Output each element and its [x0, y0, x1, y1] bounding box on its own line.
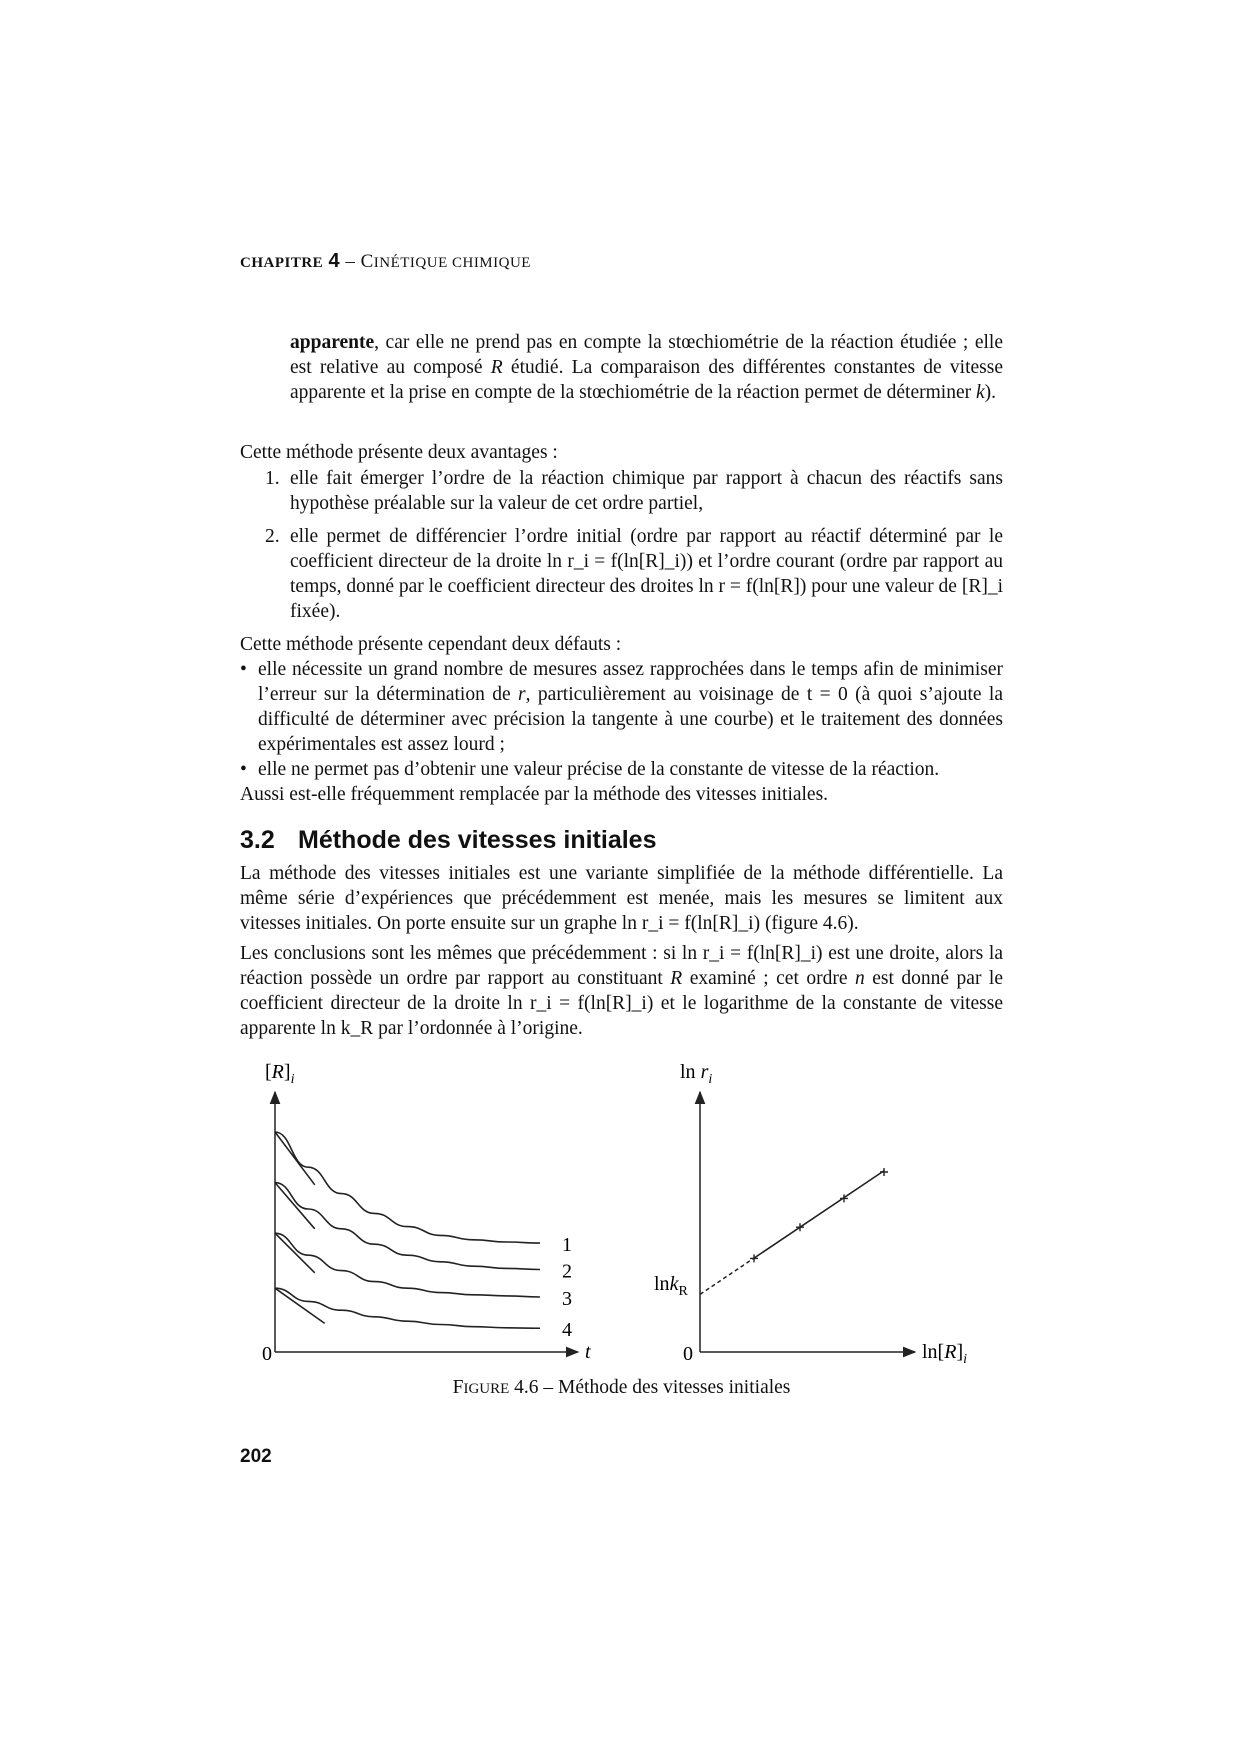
section-number: 3.2 — [240, 826, 275, 854]
list-marker: 2. — [265, 526, 280, 547]
intro-paragraph — [290, 330, 1003, 405]
caption-number: 4.6 — [514, 1377, 539, 1398]
adv2-text-d: fixée). — [290, 601, 341, 622]
p1-text-a: La méthode des vitesses initiales est une variante simplifiée de la méthode différentielle. La même série d’expériences que précédemment est menée, mais les mesures se limitent aux vitesses initiales. On porte ensuite sur un graphe — [240, 863, 1003, 934]
section-paragraph-2 — [240, 941, 1003, 1041]
chapter-word: CHAPITRE — [240, 255, 324, 271]
right-intercept-label: lnk$_R$ — [654, 1273, 688, 1299]
adv2-text-a: elle permet de différencier l’ordre initial (ordre par rapport au réactif déterminé par le coefficient directeur de la droite — [290, 526, 1003, 572]
p2-text-a: Les conclusions sont les mêmes que précédemment : si — [240, 943, 682, 964]
p2-text-f: par l’ordonnée à l’origine. — [373, 1018, 583, 1039]
formula-R-i: [R]_i — [961, 576, 1003, 597]
data-point — [880, 1168, 888, 1176]
figure-4-6 — [0, 1040, 1240, 1370]
advantage-item-1 — [265, 466, 1003, 516]
p2-text-b: est une droite, alors la réaction possède un ordre par rapport au constituant — [240, 943, 1003, 989]
p2-text-c: examiné ; cet ordre — [682, 968, 855, 989]
decay-curve-3 — [275, 1233, 540, 1297]
curve-label-4: 4 — [562, 1319, 572, 1342]
defect-text — [258, 657, 1003, 757]
right-origin: 0 — [683, 1343, 693, 1365]
p2-text-d: est donné par le coefficient directeur de la droite — [240, 968, 1003, 1014]
defect1-var-r: r — [518, 684, 526, 705]
adv2-text-c: pour une valeur de — [806, 576, 962, 597]
right-xlabel: $\ln[R]_i$ — [922, 1341, 967, 1367]
formula-ln-ri: ln r_i = f(ln[R]_i) — [546, 551, 687, 572]
extrapolation-dashed-line — [700, 1258, 754, 1294]
formula-ln-ri: ln r_i = f(ln[R]_i) — [621, 913, 761, 934]
defect-item-2 — [240, 757, 1003, 782]
bullet-marker: • — [240, 659, 247, 680]
tangent-line-3 — [275, 1233, 315, 1273]
caption-label-initial: F — [452, 1377, 464, 1398]
header-dash: – — [345, 251, 356, 272]
right-ylabel: $\ln r_i$ — [680, 1061, 713, 1087]
caption-dash: – — [543, 1377, 554, 1398]
section-title: Méthode des vitesses initiales — [298, 826, 657, 854]
formula-ln-r: ln r = f(ln[R]) — [698, 576, 807, 597]
tangent-line-1 — [275, 1132, 315, 1185]
left-ylabel: $[R]_i$ — [265, 1061, 295, 1087]
figure-caption — [240, 1377, 1003, 1399]
chapter-number: 4 — [328, 250, 341, 272]
defect-text: elle ne permet pas d’obtenir une valeur précise de la constante de vitesse de la réaction. — [258, 759, 940, 780]
left-xlabel: t — [585, 1341, 591, 1363]
p2-var-r: R — [670, 968, 683, 989]
advantage-text — [290, 524, 1003, 624]
curve-label-1: 1 — [562, 1234, 572, 1257]
curve-label-2: 2 — [562, 1260, 572, 1283]
intro-text-3: ). — [984, 382, 997, 403]
curve-label-3: 3 — [562, 1288, 572, 1310]
defects-intro: Cette méthode présente cependant deux défauts : — [240, 634, 622, 655]
p2-var-n: n — [855, 968, 865, 989]
intro-text-2: étudié. La comparaison des différentes constantes de vitesse apparente et la prise en compte de la stœchiométrie de la réaction permet de déterminer — [290, 357, 1003, 403]
formula-t0: t = 0 — [806, 684, 848, 705]
advantages-intro: Cette méthode présente deux avantages : — [240, 442, 558, 463]
defects-outro: Aussi est-elle fréquemment remplacée par la méthode des vitesses initiales. — [240, 784, 829, 805]
left-origin: 0 — [262, 1343, 272, 1365]
left-chart — [262, 1061, 591, 1365]
formula-ln-ri: ln r_i = f(ln[R]_i) — [507, 993, 654, 1014]
advantage-item-2 — [265, 524, 1003, 624]
bullet-marker: • — [240, 759, 247, 780]
section-paragraph-1 — [240, 861, 1003, 936]
intro-var-r: R — [490, 357, 503, 378]
chapter-title-initial: C — [360, 251, 374, 272]
section-heading — [240, 826, 656, 855]
formula-ln-ri: ln r_i = f(ln[R]_i) — [681, 943, 823, 964]
intro-var-k: k — [975, 382, 985, 403]
caption-label-rest: IGURE — [463, 1381, 510, 1397]
p1-text-b: (figure 4.6). — [760, 913, 859, 934]
running-header — [240, 250, 531, 273]
intro-bold: apparente — [290, 332, 375, 353]
tangent-line-2 — [275, 1183, 315, 1229]
intro-text-1: , car elle ne prend pas en compte la stœchiométrie de la réaction étudiée ; elle est relative au composé — [290, 332, 1003, 378]
defect-item-1 — [240, 657, 1003, 757]
p2-text-e: et le logarithme de la constante de vitesse apparente — [240, 993, 1004, 1039]
advantage-text: elle fait émerger l’ordre de la réaction chimique par rapport à chacun des réactifs sans hypothèse préalable sur la valeur de cet ordre partiel, — [290, 468, 1003, 514]
tangent-line-4 — [275, 1288, 325, 1323]
caption-text: Méthode des vitesses initiales — [558, 1377, 791, 1398]
adv2-text-b: ) et l’ordre courant (ordre par rapport au temps, donné par le coefficient directeur des droites — [290, 551, 1003, 597]
fit-line — [754, 1171, 884, 1258]
chapter-title-rest: INÉTIQUE CHIMIQUE — [373, 255, 531, 271]
list-marker: 1. — [265, 468, 280, 489]
defect1-text-a: elle nécessite un grand nombre de mesures assez rapprochées dans le temps afin de minimiser l’erreur sur la détermination de — [258, 659, 1003, 705]
formula-ln-kr: ln k_R — [320, 1018, 374, 1039]
decay-curve-4 — [275, 1288, 540, 1328]
defect1-text-c: (à quoi s’ajoute la difficulté de déterminer avec précision la tangente à une courbe) et le traitement des données expérimentales est assez lourd ; — [258, 684, 1003, 755]
defect1-text-b: , particulièrement au voisinage de — [525, 684, 807, 705]
decay-curve-1 — [275, 1132, 540, 1243]
right-chart — [654, 1061, 967, 1367]
page-number: 202 — [240, 1446, 272, 1467]
